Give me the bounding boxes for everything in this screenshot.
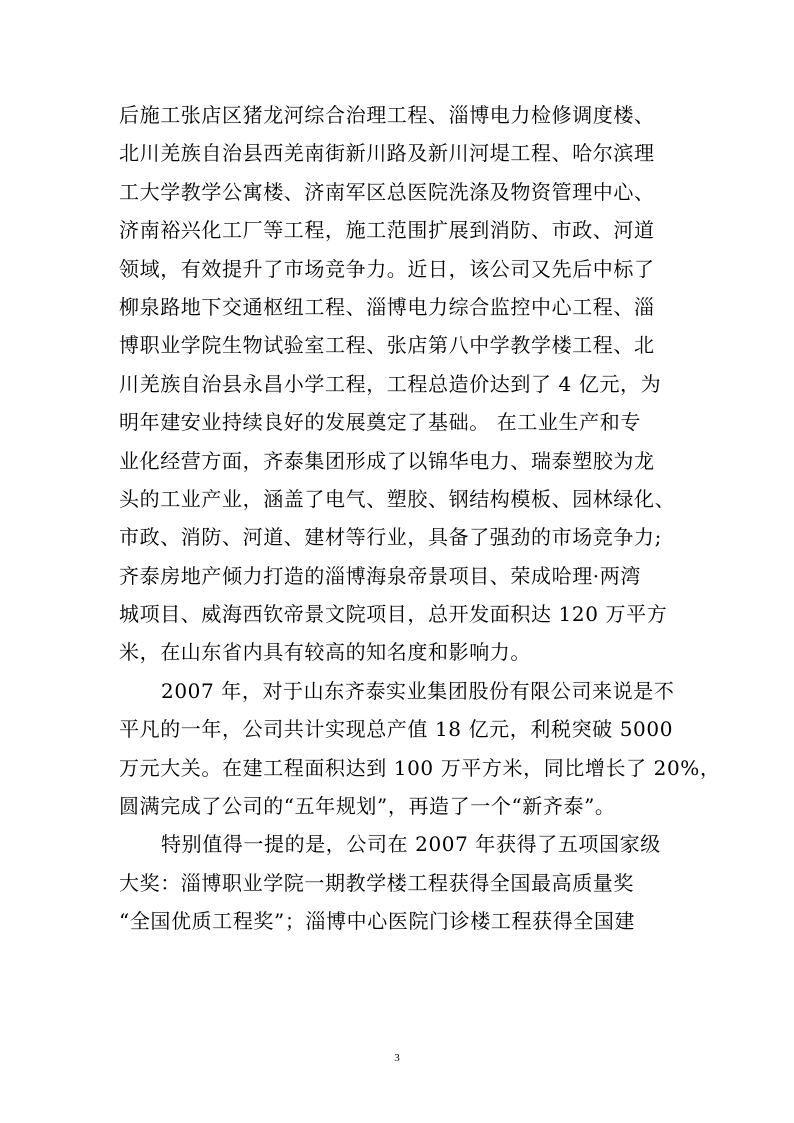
text-line: 大奖：淄博职业学院一期教学楼工程获得全国最高质量奖 <box>119 870 634 895</box>
text-line: 齐泰房地产倾力打造的淄博海泉帝景项目、荣成哈理·两湾 <box>119 563 641 588</box>
text-line: 米，在山东省内具有较高的知名度和影响力。 <box>119 640 531 665</box>
text-line: 领域，有效提升了市场竞争力。近日，该公司又先后中标了 <box>119 256 655 281</box>
text-line: 平凡的一年，公司共计实现总产值 18 亿元，利税突破 5000 <box>119 717 674 742</box>
paragraph-start-line: 2007 年，对于山东齐泰实业集团股份有限公司来说是不 <box>161 678 675 703</box>
text-line: 万元大关。在建工程面积达到 100 万平方米，同比增长了 20%， <box>119 755 721 780</box>
body-text <box>119 96 721 941</box>
text-line: 北川羌族自治县西羌南街新川路及新川河堤工程、哈尔滨理 <box>119 141 655 166</box>
text-line: 后施工张店区猪龙河综合治理工程、淄博电力检修调度楼、 <box>119 103 655 127</box>
text-line: 济南裕兴化工厂等工程，施工范围扩展到消防、市政、河道 <box>119 218 655 243</box>
text-line: “全国优质工程奖”；淄博中心医院门诊楼工程获得全国建 <box>119 909 636 934</box>
text-line: 圆满完成了公司的“五年规划”，再造了一个“新齐泰”。 <box>119 794 616 819</box>
page-number: 3 <box>394 1052 400 1064</box>
text-line: 城项目、威海西钦帝景文院项目，总开发面积达 120 万平方 <box>119 602 668 627</box>
text-line: 明年建安业持续良好的发展奠定了基础。 在工业生产和专 <box>119 410 641 435</box>
text-line: 工大学教学公寓楼、济南军区总医院洗涤及物资管理中心、 <box>119 179 655 204</box>
text-line: 头的工业产业，涵盖了电气、塑胶、钢结构模板、园林绿化、 <box>119 486 676 511</box>
text-line: 业化经营方面，齐泰集团形成了以锦华电力、瑞泰塑胶为龙 <box>119 448 655 473</box>
text-line: 柳泉路地下交通枢纽工程、淄博电力综合监控中心工程、淄 <box>119 294 655 319</box>
text-line: 市政、消防、河道、建材等行业，具备了强劲的市场竞争力; <box>119 525 662 550</box>
text-line: 博职业学院生物试验室工程、张店第八中学教学楼工程、北 <box>119 333 655 358</box>
text-line: 川羌族自治县永昌小学工程，工程总造价达到了 4 亿元，为 <box>119 371 662 396</box>
paragraph-start-line: 特别值得一提的是，公司在 2007 年获得了五项国家级 <box>161 832 661 857</box>
